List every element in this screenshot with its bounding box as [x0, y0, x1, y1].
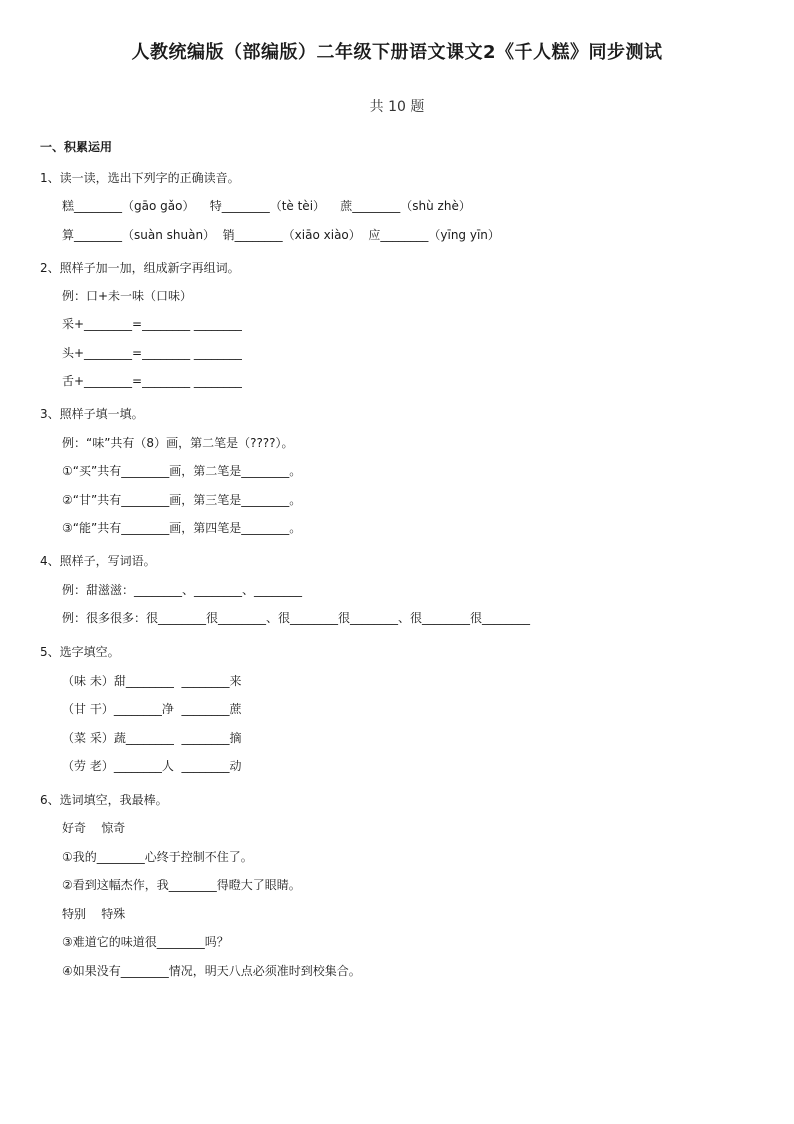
- question-6: 6、选词填空，我最棒。: [40, 793, 168, 807]
- question-count: 共 10 题: [369, 99, 425, 115]
- question-3-item-2: ②“甘”共有________画，第三笔是________。: [62, 493, 302, 507]
- question-3: 3、照样子填一填。: [40, 407, 144, 421]
- question-3-example: 例：“味”共有（8）画，第二笔是（????）。: [62, 436, 294, 450]
- question-5-item-2: （甘 干）________净 ________蔗: [62, 702, 242, 716]
- question-3-item-3: ③“能”共有________画，第四笔是________。: [62, 521, 302, 535]
- question-1: 1、读一读，选出下列字的正确读音。: [40, 171, 240, 185]
- question-4-example-1: 例：甜滋滋：________、________、________: [62, 583, 303, 597]
- question-5: 5、选字填空。: [40, 645, 120, 659]
- question-4-example-2: 例：很多很多：很________很________、很________很________、很________很________: [62, 611, 531, 625]
- question-6-word-choice-2: 特别 特殊: [62, 907, 126, 921]
- question-6-item-2: ②看到这幅杰作，我________得瞪大了眼睛。: [62, 878, 301, 892]
- question-2-item-2: 头+________=________ ________: [62, 346, 242, 360]
- question-4: 4、照样子，写词语。: [40, 554, 156, 568]
- question-1-row-1: 糕________（gāo gǎo） 特________（tè tèi） 蔗________（shù zhè）: [62, 199, 471, 213]
- question-2: 2、照样子加一加，组成新字再组词。: [40, 261, 240, 275]
- question-5-item-4: （劳 老）________人 ________动: [62, 759, 242, 773]
- section-heading: 一、积累运用: [40, 140, 113, 154]
- question-6-item-4: ④如果没有________情况，明天八点必须准时到校集合。: [62, 964, 361, 978]
- question-6-word-choice-1: 好奇 惊奇: [62, 821, 126, 835]
- page-title: 人教统编版（部编版）二年级下册语文课文2《千人糕》同步测试: [131, 42, 663, 63]
- question-3-item-1: ①“买”共有________画，第二笔是________。: [62, 464, 302, 478]
- question-5-item-1: （味 未）甜________ ________来: [62, 674, 242, 688]
- question-2-item-3: 舌+________=________ ________: [62, 374, 242, 388]
- question-2-example: 例：口+未一味（口味）: [62, 289, 193, 303]
- question-6-item-3: ③难道它的味道很________吗？: [62, 935, 229, 949]
- question-5-item-3: （菜 采）蔬________ ________摘: [62, 731, 242, 745]
- question-2-item-1: 采+________=________ ________: [62, 317, 242, 331]
- question-1-row-2: 算________（suàn shuàn） 销________（xiāo xiào） 应________（yīng yīn）: [62, 228, 500, 242]
- question-6-item-1: ①我的________心终于控制不住了。: [62, 850, 253, 864]
